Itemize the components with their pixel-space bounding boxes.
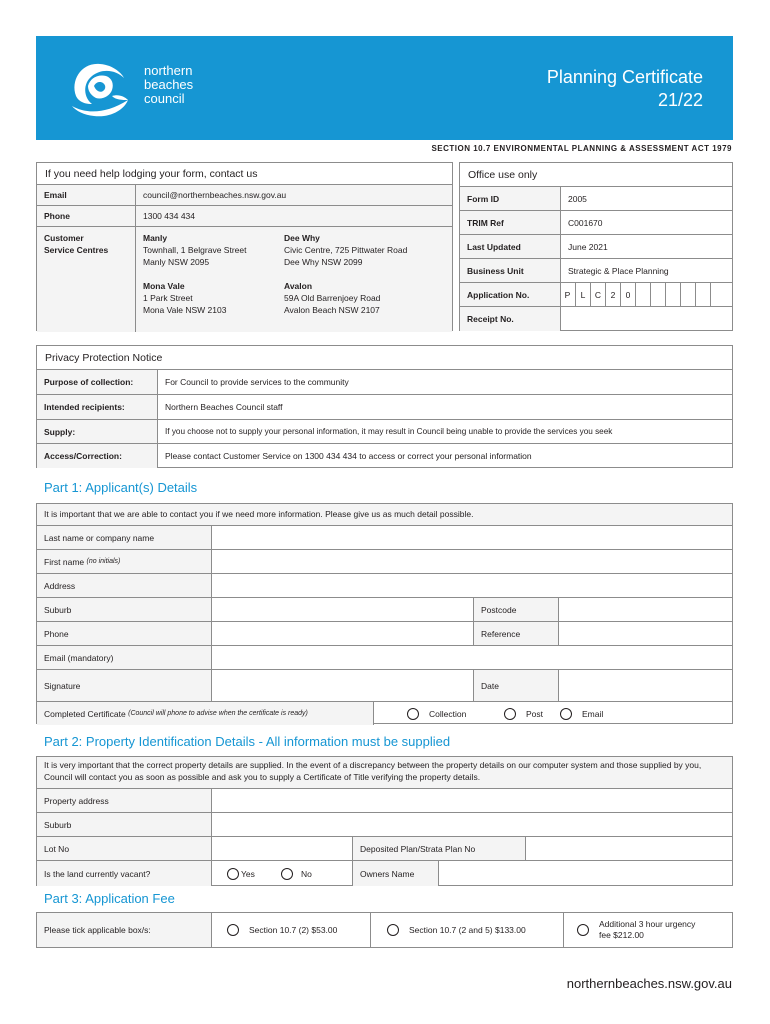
fee-tick-label: Please tick applicable box/s:	[37, 913, 211, 947]
privacy-row	[37, 370, 732, 395]
contact-heading: If you need help lodging your form, contact us	[37, 163, 452, 185]
service-centres-label-line: Customer	[44, 233, 84, 243]
council-logo-text	[144, 64, 193, 106]
app-no-char: 0	[620, 283, 635, 306]
centre-mona-vale	[143, 280, 226, 316]
council-logo-icon	[66, 56, 134, 118]
receipt-no-field[interactable]	[561, 307, 732, 331]
address-label: Address	[37, 574, 211, 597]
option-email[interactable]	[560, 702, 603, 725]
radio-icon[interactable]	[577, 924, 589, 936]
option-yes[interactable]	[227, 861, 255, 886]
centre-address: 1 Park Street	[143, 293, 193, 303]
radio-icon[interactable]	[281, 868, 293, 880]
postcode-label: Postcode	[474, 598, 558, 621]
document-title	[547, 66, 703, 112]
privacy-row	[37, 395, 732, 420]
part1-title: Part 1: Applicant(s) Details	[44, 480, 198, 495]
privacy-value: Please contact Customer Service on 1300 434 434 to access or correct your personal information	[165, 451, 532, 461]
option-label: fee $212.00	[599, 930, 644, 940]
office-row-trim-ref	[460, 211, 732, 235]
service-centres-label	[44, 232, 108, 256]
contact-box	[36, 162, 453, 331]
radio-icon[interactable]	[560, 708, 572, 720]
lot-no-label: Lot No	[37, 837, 211, 860]
office-row-application-no	[460, 283, 732, 307]
office-row-receipt-no	[460, 307, 732, 331]
dp-no-label: Deposited Plan/Strata Plan No	[353, 837, 525, 860]
last-name-label: Last name or company name	[37, 526, 211, 549]
form-id-value: 2005	[568, 193, 587, 204]
last-updated-label: Last Updated	[460, 235, 560, 258]
act-subtitle: SECTION 10.7 ENVIRONMENTAL PLANNING & ASSESSMENT ACT 1979	[431, 144, 732, 153]
vacant-label: Is the land currently vacant?	[37, 861, 211, 886]
date-label: Date	[474, 670, 558, 701]
lot-row	[37, 837, 732, 861]
header-banner	[36, 36, 733, 140]
suburb-input[interactable]	[212, 598, 473, 621]
fee-option-urgency[interactable]	[577, 913, 695, 947]
trim-ref-value: C001670	[568, 217, 603, 228]
phone-label: Phone	[37, 622, 211, 645]
centre-address: Avalon Beach NSW 2107	[284, 305, 380, 315]
phone-input[interactable]	[212, 622, 473, 645]
privacy-value: If you choose not to supply your personal information, it may result in Council being unable to provide the services you seek	[165, 427, 613, 436]
email-label: Email (mandatory)	[37, 646, 211, 669]
radio-icon[interactable]	[387, 924, 399, 936]
part2-intro	[37, 757, 732, 789]
option-label: Yes	[241, 868, 255, 879]
radio-icon[interactable]	[227, 924, 239, 936]
business-unit-label: Business Unit	[460, 259, 560, 282]
contact-phone-row	[37, 206, 452, 227]
first-name-label-text: First name	[44, 556, 85, 567]
property-address-label: Property address	[37, 789, 211, 812]
logo-line: beaches	[144, 77, 194, 92]
app-no-char	[695, 283, 710, 306]
option-label: Email	[582, 708, 604, 719]
logo-line: council	[144, 91, 185, 106]
app-no-char	[680, 283, 695, 306]
centre-address: Townhall, 1 Belgrave Street	[143, 245, 247, 255]
first-name-input[interactable]	[212, 550, 732, 573]
form-id-label: Form ID	[460, 187, 560, 210]
privacy-notice-box	[36, 345, 733, 468]
last-name-input[interactable]	[212, 526, 732, 549]
property-suburb-row	[37, 813, 732, 837]
footer-website-link[interactable]: northernbeaches.nsw.gov.au	[566, 976, 732, 991]
part2-title: Part 2: Property Identification Details - All information must be supplied	[44, 734, 451, 749]
app-no-char: P	[564, 289, 571, 300]
privacy-label: Purpose of collection:	[37, 370, 157, 394]
signature-row	[37, 670, 732, 702]
option-label: Post	[526, 708, 544, 719]
lot-no-input[interactable]	[212, 837, 352, 860]
property-address-input[interactable]	[212, 789, 732, 812]
privacy-value: For Council to provide services to the community	[165, 377, 349, 387]
app-no-char	[635, 283, 650, 306]
reference-label: Reference	[474, 622, 558, 645]
last-name-row	[37, 526, 732, 550]
business-unit-value: Strategic & Place Planning	[568, 265, 669, 276]
email-value[interactable]: council@northernbeaches.nsw.gov.au	[143, 190, 287, 200]
option-label: No	[301, 868, 312, 879]
part1-intro	[37, 504, 732, 526]
address-row	[37, 574, 732, 598]
postcode-input[interactable]	[559, 598, 732, 621]
suburb-label: Suburb	[37, 598, 211, 621]
fee-row	[37, 913, 732, 947]
app-no-char	[710, 283, 725, 306]
app-no-char	[650, 283, 665, 306]
date-input[interactable]	[559, 670, 732, 701]
phone-row	[37, 622, 732, 646]
option-no[interactable]	[281, 861, 312, 886]
app-no-char: L	[575, 283, 590, 306]
owners-name-label: Owners Name	[353, 861, 438, 886]
service-centres-label-line: Service Centres	[44, 245, 109, 255]
vacant-row	[37, 861, 732, 886]
option-collection[interactable]	[407, 702, 466, 725]
radio-icon[interactable]	[504, 708, 516, 720]
privacy-label: Supply:	[37, 420, 157, 443]
centre-address: Civic Centre, 725 Pittwater Road	[284, 245, 408, 255]
signature-label: Signature	[37, 670, 211, 701]
option-label: Section 10.7 (2) $53.00	[249, 925, 338, 935]
centre-address: Dee Why NSW 2099	[284, 257, 363, 267]
centre-name: Dee Why	[284, 233, 320, 243]
centre-address: Mona Vale NSW 2103	[143, 305, 227, 315]
office-heading: Office use only	[460, 163, 732, 187]
property-address-row	[37, 789, 732, 813]
signature-input[interactable]	[212, 670, 473, 701]
part1-box	[36, 503, 733, 724]
property-suburb-label: Suburb	[37, 813, 211, 836]
centre-address: 59A Old Barrenjoey Road	[284, 293, 381, 303]
app-no-char: 2	[605, 283, 620, 306]
reference-input[interactable]	[559, 622, 732, 645]
property-suburb-input[interactable]	[212, 813, 732, 836]
office-row-business-unit	[460, 259, 732, 283]
privacy-label: Intended recipients:	[37, 395, 157, 419]
first-name-label	[37, 550, 211, 573]
first-name-note: (no initials)	[86, 558, 121, 565]
app-no-char: C	[590, 283, 605, 306]
radio-icon[interactable]	[227, 868, 239, 880]
centre-dee-why	[284, 232, 407, 268]
suburb-row	[37, 598, 732, 622]
centre-address: Manly NSW 2095	[143, 257, 210, 267]
email-label: Email	[44, 190, 67, 200]
application-no-boxes[interactable]	[560, 283, 732, 306]
logo-line: northern	[144, 63, 193, 78]
part3-box	[36, 912, 733, 948]
option-label: Section 10.7 (2 and 5) $133.00	[409, 925, 526, 935]
fee-option-section-10-7-2[interactable]	[227, 913, 337, 947]
owners-name-input[interactable]	[439, 861, 732, 886]
completed-note: (Council will phone to advise when the certificate is ready)	[128, 710, 308, 717]
completed-certificate-row	[37, 702, 732, 725]
completed-label	[37, 702, 373, 725]
privacy-heading: Privacy Protection Notice	[37, 346, 732, 370]
centre-name: Avalon	[284, 281, 313, 291]
centre-name: Manly	[143, 233, 168, 243]
first-name-row	[37, 550, 732, 574]
office-row-form-id	[460, 187, 732, 211]
option-label: Collection	[429, 708, 467, 719]
centre-name: Mona Vale	[143, 281, 185, 291]
last-updated-value: June 2021	[568, 241, 608, 252]
app-no-char	[665, 283, 680, 306]
service-centres-row	[37, 227, 452, 332]
part2-intro-text: It is very important that the correct property details are supplied. In the event of a discrepancy between the property details on our computer system and those supplied by you, Council will contact you as soon as possible and ask you to supply a Certificate of Title verifying the property details.	[44, 760, 702, 782]
application-no-label: Application No.	[460, 283, 560, 306]
part1-intro-text: It is important that we are able to contact you if we need more information. Please give us as much detail possible.	[44, 509, 474, 519]
part3-title: Part 3: Application Fee	[44, 891, 175, 906]
address-input[interactable]	[212, 574, 732, 597]
privacy-row	[37, 444, 732, 468]
radio-icon[interactable]	[407, 708, 419, 720]
privacy-value: Northern Beaches Council staff	[165, 402, 283, 412]
title-line-1: Planning Certificate	[546, 67, 703, 87]
office-use-box	[459, 162, 733, 331]
trim-ref-label: TRIM Ref	[460, 211, 560, 234]
title-line-2: 21/22	[657, 90, 703, 110]
dp-no-input[interactable]	[526, 837, 732, 860]
centre-avalon	[284, 280, 380, 316]
urgency-label	[599, 919, 695, 941]
contact-email-row	[37, 185, 452, 206]
option-post[interactable]	[504, 702, 543, 725]
receipt-no-label: Receipt No.	[460, 307, 560, 331]
completed-label-text: Completed Certificate	[44, 708, 126, 719]
part2-box	[36, 756, 733, 886]
privacy-row	[37, 420, 732, 444]
phone-label: Phone	[44, 211, 70, 221]
phone-value: 1300 434 434	[143, 211, 195, 221]
fee-option-section-10-7-2-and-5[interactable]	[387, 913, 526, 947]
option-label: Additional 3 hour urgency	[599, 919, 696, 929]
email-row	[37, 646, 732, 670]
privacy-label: Access/Correction:	[37, 444, 157, 468]
centre-manly	[143, 232, 246, 268]
email-input[interactable]	[212, 646, 732, 669]
office-row-last-updated	[460, 235, 732, 259]
